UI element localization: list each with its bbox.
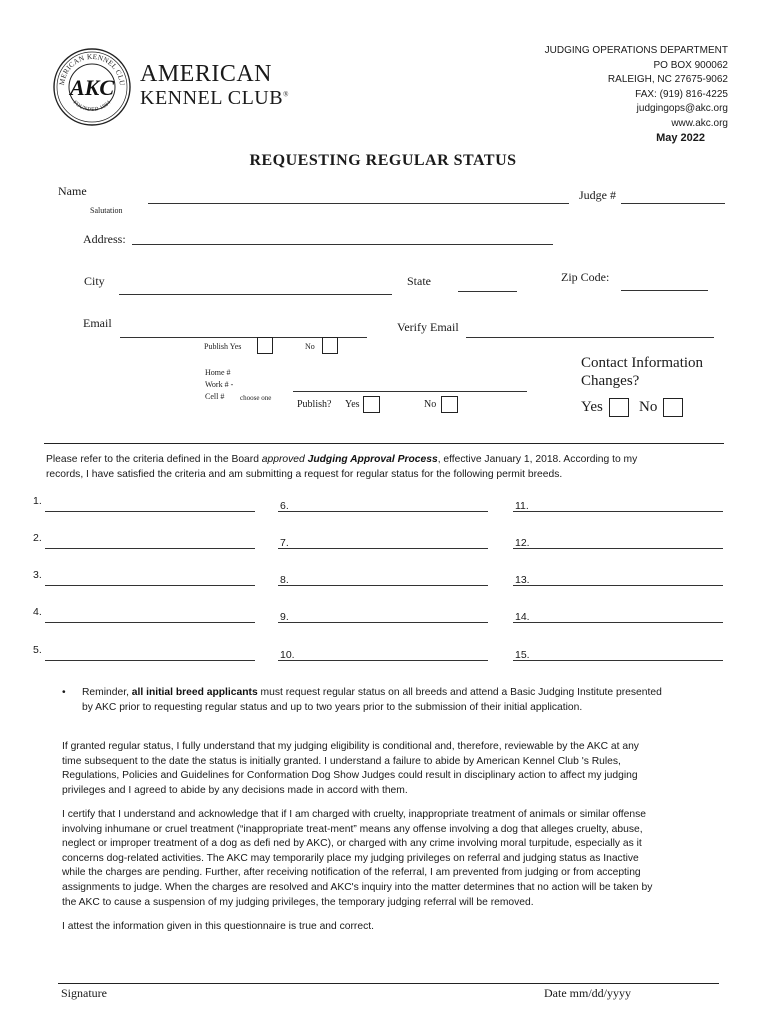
breed-number: 10. [280, 649, 295, 661]
publish-phone-no-checkbox[interactable] [441, 396, 458, 413]
zip-label: Zip Code: [561, 270, 610, 284]
breed-field[interactable] [45, 511, 255, 512]
department: JUDGING OPERATIONS DEPARTMENT [544, 45, 728, 56]
breed-number: 9. [280, 611, 289, 623]
breed-field[interactable] [278, 622, 488, 623]
breed-number: 13. [515, 574, 530, 586]
salutation-label: Salutation [90, 206, 123, 215]
form-date: May 2022 [656, 132, 705, 144]
bullet: • [62, 687, 66, 698]
city-field[interactable] [119, 294, 392, 295]
publish-phone-yes-checkbox[interactable] [363, 396, 380, 413]
city-line: RALEIGH, NC 27675-9062 [607, 74, 728, 86]
page-title: REQUESTING REGULAR STATUS [249, 152, 517, 169]
phone-type-select[interactable]: choose one [240, 394, 272, 402]
breed-field[interactable] [278, 585, 488, 586]
work-phone-label: Work # - [205, 380, 234, 389]
email-address[interactable]: judgingops@akc.org [636, 103, 728, 115]
breed-field[interactable] [513, 660, 723, 661]
contact-changes-question: Contact Information Changes? [581, 355, 704, 389]
breed-number: 2. [33, 532, 42, 544]
address-field[interactable] [132, 244, 553, 245]
fax: FAX: (919) 816-4225 [635, 88, 728, 100]
breed-field[interactable] [513, 511, 723, 512]
name-label: Name [58, 184, 87, 198]
eligibility-paragraph: If granted regular status, I fully understand that my judging eligibility is conditional and, therefore, reviewable by the AKC at any time subsequent to the date the status is initially granted. I understand a failure to abide by American Kennel Club 's Rules, Regulations, Policies and Guidelines for Conformation Dog Show Judges could result in disciplinary action to affect my judging privileges and I agreed to abide by any decisions made in accord with them. [62, 741, 639, 796]
state-field[interactable] [458, 291, 517, 292]
publish-phone-no-label: No [424, 399, 437, 410]
publish-email-no-checkbox[interactable] [322, 337, 338, 354]
city-label: City [84, 274, 105, 288]
home-phone-label: Home # [205, 368, 231, 377]
svg-text:FOUNDED 1884 [72, 100, 113, 113]
breed-field[interactable] [513, 622, 723, 623]
phone-field[interactable] [293, 391, 527, 392]
breed-field[interactable] [278, 548, 488, 549]
breed-number: 15. [515, 649, 530, 661]
breed-number: 12. [515, 537, 530, 549]
reminder-text: • Reminder, all initial breed applicants must request regular status on all breeds and attend a Basic Judging Institute presented by AKC prior to requesting regular status and up to two years prior to the submission of their initial application. [62, 687, 662, 713]
section-divider [44, 443, 724, 444]
zip-field[interactable] [621, 290, 708, 291]
breed-number: 1. [33, 495, 42, 507]
breed-field[interactable] [513, 548, 723, 549]
breed-number: 4. [33, 606, 42, 618]
breed-field[interactable] [45, 660, 255, 661]
signature-line [58, 983, 719, 984]
criteria-text: Please refer to the criteria defined in the Board approved Judging Approval Process, effective January 1, 2018. According to my records, I have satisfied the criteria and am submitting a request for regular status for the following permit breeds. [46, 454, 638, 480]
judge-number-label: Judge # [579, 188, 616, 202]
breed-number: 3. [33, 569, 42, 581]
date-label: Date mm/dd/yyyy [544, 986, 631, 1000]
publish-email-yes-checkbox[interactable] [257, 337, 273, 354]
contact-changes-no-label: No [639, 399, 658, 415]
breed-number: 11. [515, 500, 529, 512]
verify-email-label: Verify Email [397, 320, 459, 334]
wordmark-line2: KENNEL CLUB® [140, 87, 289, 109]
seal-center-text: AKC [69, 75, 115, 100]
breed-field[interactable] [45, 585, 255, 586]
salutation-field[interactable] [124, 200, 136, 214]
seal-bottom-text: FOUNDED 1884 [71, 99, 113, 114]
email-label: Email [83, 316, 112, 330]
cell-phone-label: Cell # [205, 392, 225, 401]
breed-field[interactable] [278, 511, 488, 512]
breed-number: 8. [280, 574, 289, 586]
judge-number-field[interactable] [621, 203, 725, 204]
certification-paragraph: I certify that I understand and acknowledge that if I am charged with cruelty, inappropriate treatment of animals or similar offense involving inhumane or cruel treatment (“inappropriate treat-ment” means any offense involving a dog that alleges cruelty, abuse, neglect or improper treatment of a dog as defi ned by AKC), or charged with any crime involving moral turpitude, especially as it concerns dog-related activities. The AKC may temporarily place my judging privileges on referral and judging status as Inactive while the charges are pending. Further, after receiving notification of the referral, I am prevented from judging or from accepting assignments to judge. When the charges are resolved and AKC's inquiry into the matter determines that no action will be taken by the AKC to cause a suspension of my judging privileges, the temporary judging referral will be removed. [62, 809, 653, 908]
breed-field[interactable] [513, 585, 723, 586]
breed-number: 5. [33, 644, 42, 656]
contact-changes-yes-checkbox[interactable] [609, 398, 629, 417]
publish-phone-label: Publish? [297, 399, 332, 410]
publish-email-yes-label: Publish Yes [204, 342, 242, 351]
verify-email-field[interactable] [466, 337, 714, 338]
name-field[interactable] [148, 203, 569, 204]
breed-field[interactable] [278, 660, 488, 661]
akc-wordmark [140, 62, 289, 108]
attestation-text: I attest the information given in this questionnaire is true and correct. [62, 921, 374, 932]
state-label: State [407, 274, 431, 288]
signature-field[interactable] [58, 960, 528, 982]
publish-email-no-label: No [305, 342, 315, 351]
address-label: Address: [83, 232, 126, 246]
po-box: PO BOX 900062 [653, 59, 728, 71]
address-block [545, 44, 728, 132]
breed-number: 14. [515, 611, 530, 623]
publish-phone-yes-label: Yes [345, 399, 360, 410]
breed-field[interactable] [45, 548, 255, 549]
breed-number: 7. [280, 537, 289, 549]
contact-changes-yes-label: Yes [581, 399, 603, 415]
seal-top-text: MERICAN KENNEL CLU [57, 52, 127, 87]
wordmark-line1: AMERICAN [140, 61, 273, 87]
signature-label: Signature [61, 986, 107, 1000]
contact-changes-no-checkbox[interactable] [663, 398, 683, 417]
breed-number: 6. [280, 500, 289, 512]
date-field[interactable] [540, 960, 718, 982]
akc-seal-logo [52, 47, 132, 127]
website[interactable]: www.akc.org [671, 117, 728, 129]
breed-field[interactable] [45, 622, 255, 623]
